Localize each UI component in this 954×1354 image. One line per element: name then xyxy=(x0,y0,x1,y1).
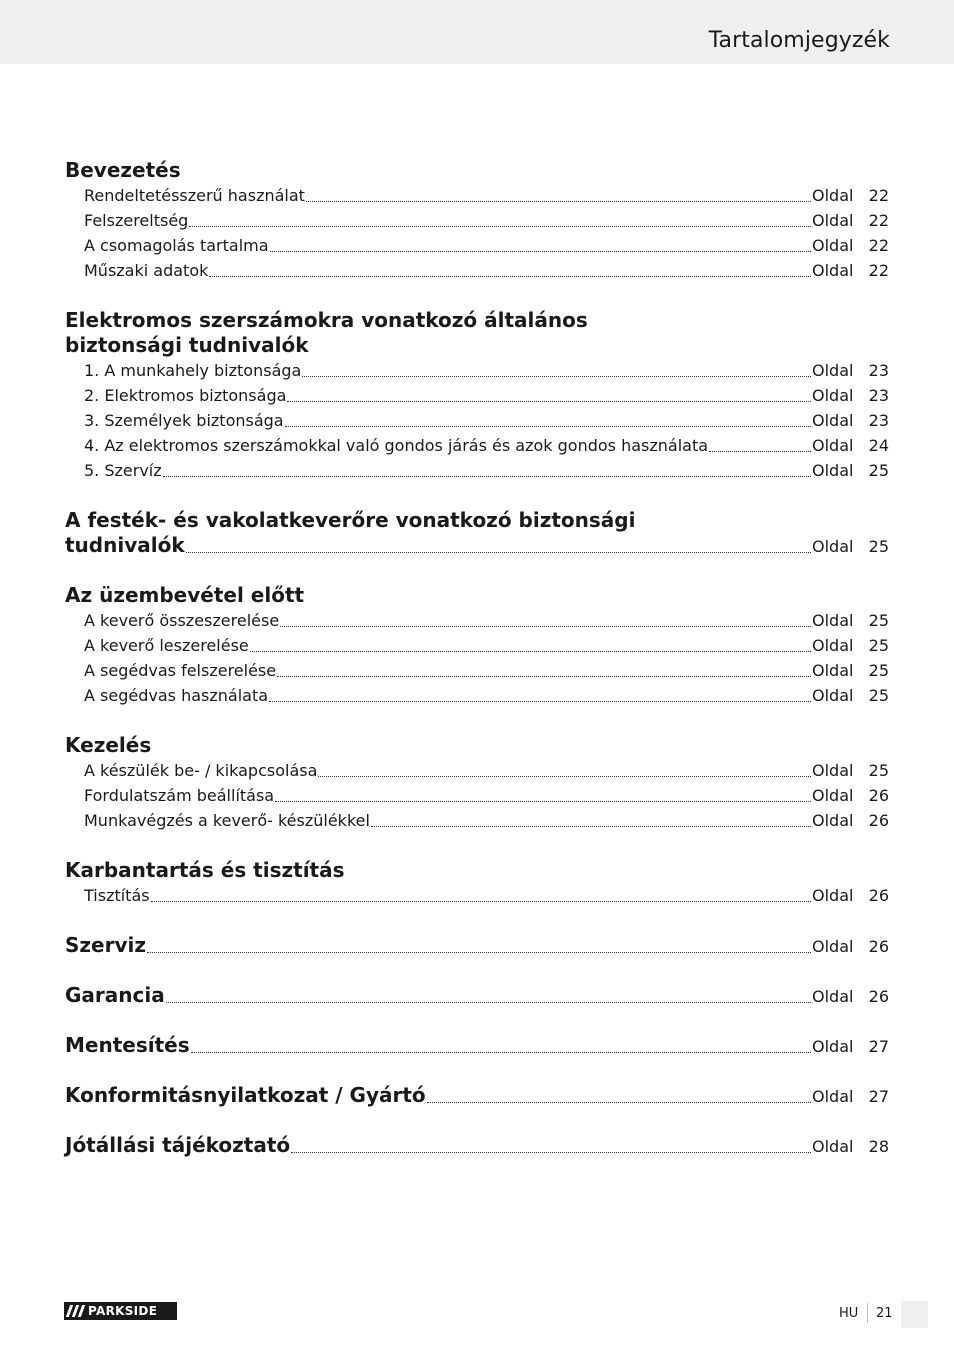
toc-entry[interactable] xyxy=(65,758,889,783)
page-reference xyxy=(812,1134,889,1159)
dot-leader xyxy=(371,826,811,827)
dot-leader xyxy=(163,476,811,477)
page-reference xyxy=(812,1084,889,1109)
page-word: Oldal xyxy=(812,611,854,630)
page-word: Oldal xyxy=(812,236,854,255)
page-reference xyxy=(812,783,889,808)
page-reference xyxy=(812,458,889,483)
page-number: 26 xyxy=(868,987,889,1006)
toc-entry[interactable] xyxy=(65,658,889,683)
page-word: Oldal xyxy=(812,987,854,1006)
entry-label: 2. Elektromos biztonsága xyxy=(84,386,287,405)
entry-label: A segédvas felszerelése xyxy=(84,661,277,680)
toc-section xyxy=(65,1058,889,1108)
page-reference xyxy=(812,633,889,658)
section-gap xyxy=(65,483,889,508)
footer-language: HU xyxy=(839,1306,859,1321)
section-title xyxy=(65,508,889,533)
page-reference xyxy=(812,358,889,383)
dot-leader xyxy=(191,1052,811,1053)
dot-leader xyxy=(277,676,811,677)
page-number: 25 xyxy=(868,636,889,655)
section-gap xyxy=(65,1058,889,1083)
section-title-line: A festék- és vakolatkeverőre vonatkozó biztonsági xyxy=(65,508,636,532)
page-reference xyxy=(812,934,889,959)
page-reference xyxy=(812,608,889,633)
page-word: Oldal xyxy=(812,686,854,705)
page-number: 25 xyxy=(868,611,889,630)
heading-entry-label: Jótállási tájékoztató xyxy=(65,1133,291,1157)
logo-stripes-icon xyxy=(64,1302,86,1320)
toc-entry[interactable] xyxy=(65,683,889,708)
toc-entry[interactable] xyxy=(65,808,889,833)
toc-heading-entry[interactable] xyxy=(65,1083,889,1108)
logo-brand-text: PARKSIDE xyxy=(88,1304,158,1318)
heading-entry-label: Konformitásnyilatkozat / Gyártó xyxy=(65,1083,426,1107)
entry-label: Rendeltetésszerű használat xyxy=(84,186,305,205)
toc-section xyxy=(65,958,889,1008)
dot-leader xyxy=(209,276,811,277)
toc-entry[interactable] xyxy=(65,383,889,408)
dot-leader xyxy=(709,451,811,452)
entry-label: A keverő leszerelése xyxy=(84,636,249,655)
toc-entry[interactable] xyxy=(65,783,889,808)
heading-entry-label: Szerviz xyxy=(65,933,147,957)
toc-entry[interactable] xyxy=(65,183,889,208)
page-word: Oldal xyxy=(812,386,854,405)
footer-divider xyxy=(867,1303,868,1323)
page-word: Oldal xyxy=(812,411,854,430)
page-word: Oldal xyxy=(812,937,854,956)
dot-leader xyxy=(275,801,811,802)
section-title xyxy=(65,158,889,183)
dot-leader xyxy=(147,952,811,953)
entry-label: A segédvas használata xyxy=(84,686,269,705)
toc-heading-entry[interactable] xyxy=(65,933,889,958)
dot-leader xyxy=(285,426,811,427)
toc-entry[interactable] xyxy=(65,433,889,458)
toc-heading-entry[interactable] xyxy=(65,1033,889,1058)
page-number: 25 xyxy=(868,761,889,780)
page-number: 27 xyxy=(868,1037,889,1056)
dot-leader xyxy=(291,1152,811,1153)
toc-section xyxy=(65,1008,889,1058)
page-number: 26 xyxy=(868,811,889,830)
page-reference xyxy=(812,383,889,408)
page-number: 23 xyxy=(868,386,889,405)
toc-section xyxy=(65,483,889,558)
section-title xyxy=(65,583,889,608)
toc-heading-entry[interactable] xyxy=(65,533,889,558)
page-number: 28 xyxy=(868,1137,889,1156)
page-reference xyxy=(812,984,889,1009)
toc-section xyxy=(65,158,889,283)
page-number: 26 xyxy=(868,786,889,805)
page-number: 23 xyxy=(868,361,889,380)
toc-heading-entry[interactable] xyxy=(65,1133,889,1158)
dot-leader xyxy=(287,401,811,402)
entry-label: Felszereltség xyxy=(84,211,189,230)
page-reference xyxy=(812,233,889,258)
page-number: 23 xyxy=(868,411,889,430)
entry-label: A csomagolás tartalma xyxy=(84,236,269,255)
toc-entry[interactable] xyxy=(65,208,889,233)
section-title-line: Bevezetés xyxy=(65,158,181,182)
dot-leader xyxy=(186,552,811,553)
toc-entry[interactable] xyxy=(65,633,889,658)
page-word: Oldal xyxy=(812,811,854,830)
dot-leader xyxy=(427,1102,811,1103)
page-number: 25 xyxy=(868,461,889,480)
page-number: 22 xyxy=(868,261,889,280)
page-reference xyxy=(812,408,889,433)
section-gap xyxy=(65,1008,889,1033)
page-word: Oldal xyxy=(812,461,854,480)
toc-entry[interactable] xyxy=(65,458,889,483)
footer-page-number: 21 xyxy=(876,1306,893,1321)
page-reference xyxy=(812,808,889,833)
dot-leader xyxy=(151,901,811,902)
page-number: 22 xyxy=(868,186,889,205)
entry-label: Munkavégzés a keverő- készülékkel xyxy=(84,811,370,830)
page-word: Oldal xyxy=(812,661,854,680)
dot-leader xyxy=(318,776,811,777)
dot-leader xyxy=(306,201,811,202)
section-title xyxy=(65,858,889,883)
entry-label: 4. Az elektromos szerszámokkal való gondos járás és azok gondos használata xyxy=(84,436,709,455)
page-word: Oldal xyxy=(812,211,854,230)
page-number: 22 xyxy=(868,236,889,255)
toc-section xyxy=(65,833,889,908)
toc-section xyxy=(65,283,889,483)
page-reference xyxy=(812,183,889,208)
section-title-line: Elektromos szerszámokra vonatkozó általános xyxy=(65,308,588,332)
page-number: 26 xyxy=(868,937,889,956)
section-gap xyxy=(65,283,889,308)
parkside-logo xyxy=(64,1302,177,1320)
page-number: 26 xyxy=(868,886,889,905)
toc-section xyxy=(65,908,889,958)
heading-entry-label: tudnivalók xyxy=(65,533,185,557)
toc-entry[interactable] xyxy=(65,233,889,258)
page-number: 24 xyxy=(868,436,889,455)
page-word: Oldal xyxy=(812,261,854,280)
toc-entry[interactable] xyxy=(65,358,889,383)
page-reference xyxy=(812,658,889,683)
page-word: Oldal xyxy=(812,361,854,380)
page-reference xyxy=(812,683,889,708)
page-word: Oldal xyxy=(812,1037,854,1056)
page-word: Oldal xyxy=(812,636,854,655)
entry-label: 5. Szervíz xyxy=(84,461,162,480)
page-title: Tartalomjegyzék xyxy=(708,28,890,53)
section-gap xyxy=(65,908,889,933)
section-gap xyxy=(65,1108,889,1133)
section-title xyxy=(65,308,889,358)
section-title xyxy=(65,733,889,758)
toc-entry[interactable] xyxy=(65,883,889,908)
entry-label: 1. A munkahely biztonsága xyxy=(84,361,302,380)
dot-leader xyxy=(269,701,811,702)
section-gap xyxy=(65,708,889,733)
page-word: Oldal xyxy=(812,537,854,556)
toc-section xyxy=(65,708,889,833)
toc-section xyxy=(65,558,889,708)
page-word: Oldal xyxy=(812,886,854,905)
section-title-line: Az üzembevétel előtt xyxy=(65,583,305,607)
dot-leader xyxy=(250,651,811,652)
page-number: 25 xyxy=(868,661,889,680)
entry-label: Műszaki adatok xyxy=(84,261,209,280)
toc-entry[interactable] xyxy=(65,408,889,433)
page-word: Oldal xyxy=(812,186,854,205)
heading-entry-label: Garancia xyxy=(65,983,165,1007)
page-word: Oldal xyxy=(812,1137,854,1156)
page-word: Oldal xyxy=(812,786,854,805)
dot-leader xyxy=(280,626,811,627)
heading-entry-label: Mentesítés xyxy=(65,1033,190,1057)
dot-leader xyxy=(166,1002,811,1003)
entry-label: A keverő összeszerelése xyxy=(84,611,280,630)
page-word: Oldal xyxy=(812,1087,854,1106)
toc-entry[interactable] xyxy=(65,608,889,633)
page-reference xyxy=(812,258,889,283)
page-number: 27 xyxy=(868,1087,889,1106)
section-gap xyxy=(65,958,889,983)
dot-leader xyxy=(189,226,811,227)
toc-section xyxy=(65,1108,889,1158)
toc-entry[interactable] xyxy=(65,258,889,283)
entry-label: Fordulatszám beállítása xyxy=(84,786,275,805)
page-word: Oldal xyxy=(812,436,854,455)
section-title-line: Kezelés xyxy=(65,733,152,757)
page-reference xyxy=(812,1034,889,1059)
page-word: Oldal xyxy=(812,761,854,780)
page-reference xyxy=(812,534,889,559)
page-reference xyxy=(812,208,889,233)
section-title-line: Karbantartás és tisztítás xyxy=(65,858,345,882)
section-gap xyxy=(65,558,889,583)
footer-box xyxy=(901,1301,928,1328)
section-gap xyxy=(65,833,889,858)
section-title-line: biztonsági tudnivalók xyxy=(65,333,309,357)
entry-label: 3. Személyek biztonsága xyxy=(84,411,284,430)
page-reference xyxy=(812,433,889,458)
page-reference xyxy=(812,758,889,783)
page-number: 25 xyxy=(868,686,889,705)
table-of-contents xyxy=(65,158,889,1158)
toc-heading-entry[interactable] xyxy=(65,983,889,1008)
dot-leader xyxy=(302,376,811,377)
page-number: 25 xyxy=(868,537,889,556)
entry-label: Tisztítás xyxy=(84,886,150,905)
entry-label: A készülék be- / kikapcsolása xyxy=(84,761,318,780)
page-reference xyxy=(812,883,889,908)
page-number: 22 xyxy=(868,211,889,230)
dot-leader xyxy=(270,251,811,252)
